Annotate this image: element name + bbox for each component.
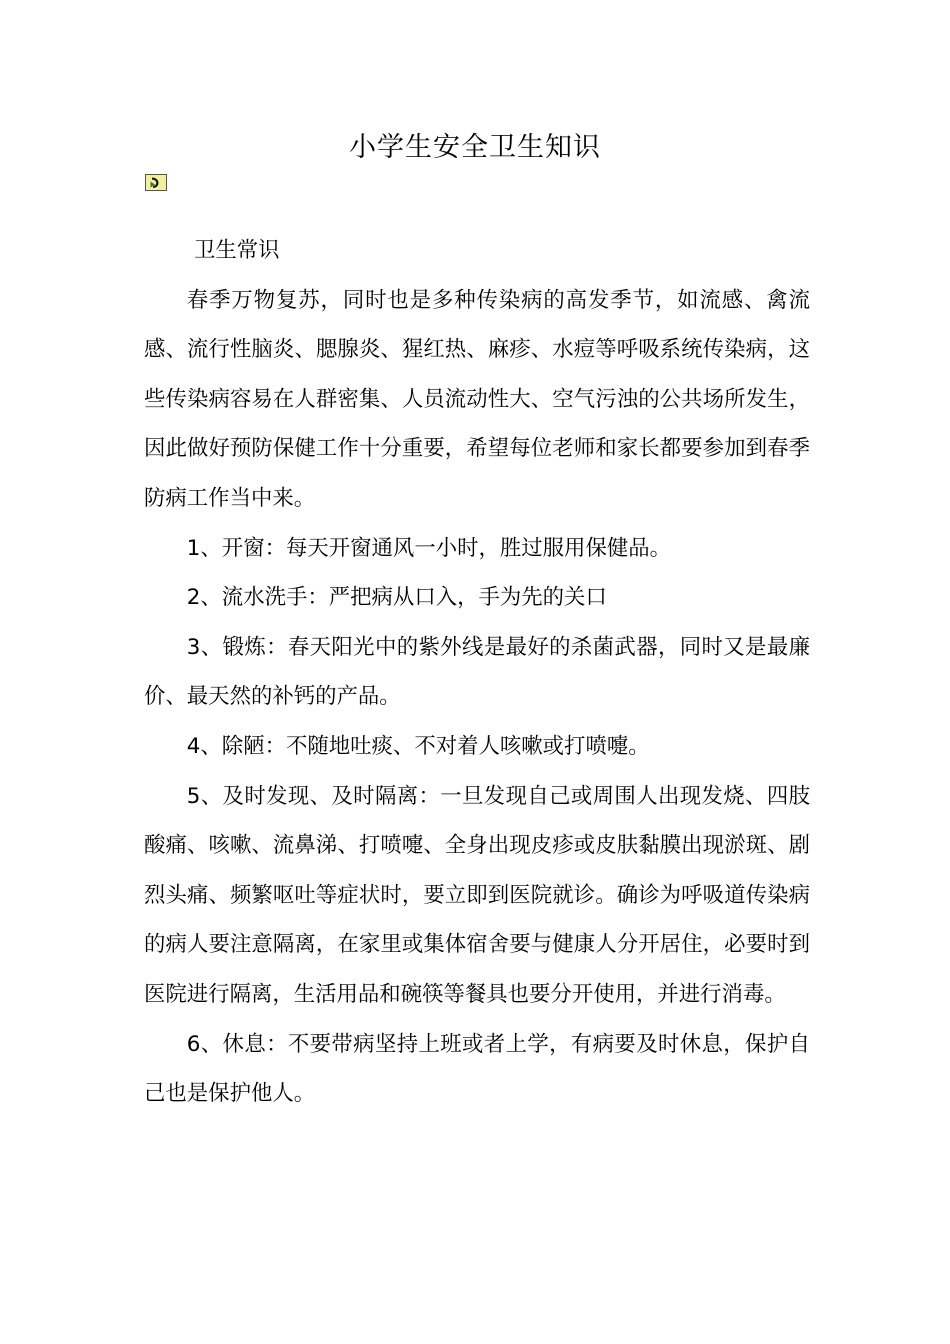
- document-link-icon-glyph: [146, 175, 166, 190]
- paragraph-item-6: 6、休息：不要带病坚持上班或者上学，有病要及时休息，保护自己也是保护他人。: [144, 1031, 810, 1107]
- paragraph-intro: 春季万物复苏，同时也是多种传染病的高发季节，如流感、禽流感、流行性脑炎、腮腺炎、猩红热、麻疹、水痘等呼吸系统传染病，这些传染病容易在人群密集、人员流动性大、空气污浊的公共场所发生，因此做好预防保健工作十分重要，希望每位老师和家长都要参加到春季防病工作当中来。: [144, 287, 810, 511]
- section-heading: 卫生常识: [194, 238, 280, 263]
- paragraph-item-2: 2、流水洗手：严把病从口入，手为先的关口: [186, 585, 607, 611]
- paragraph-item-5: 5、及时发现、及时隔离：一旦发现自己或周围人出现发烧、四肢酸痛、咳嗽、流鼻涕、打喷嚏、全身出现皮疹或皮肤黏膜出现淤斑、剧烈头痛、频繁呕吐等症状时，要立即到医院就诊。确诊为呼吸道传染病的病人要注意隔离，在家里或集体宿舍要与健康人分开居住，必要时到医院进行隔离，生活用品和碗筷等餐具也要分开使用，并进行消毒。: [144, 783, 810, 1007]
- document-link-icon[interactable]: [145, 174, 167, 191]
- paragraph-item-3: 3、锻炼：春天阳光中的紫外线是最好的杀菌武器，同时又是最廉价、最天然的补钙的产品。: [144, 634, 810, 710]
- paragraph-item-1: 1、开窗：每天开窗通风一小时，胜过服用保健品。: [186, 535, 672, 561]
- document-body: [144, 226, 810, 1119]
- page-title: 小学生安全卫生知识: [349, 132, 601, 163]
- paragraph-item-4: 4、除陋：不随地吐痰、不对着人咳嗽或打喷嚏。: [186, 733, 650, 759]
